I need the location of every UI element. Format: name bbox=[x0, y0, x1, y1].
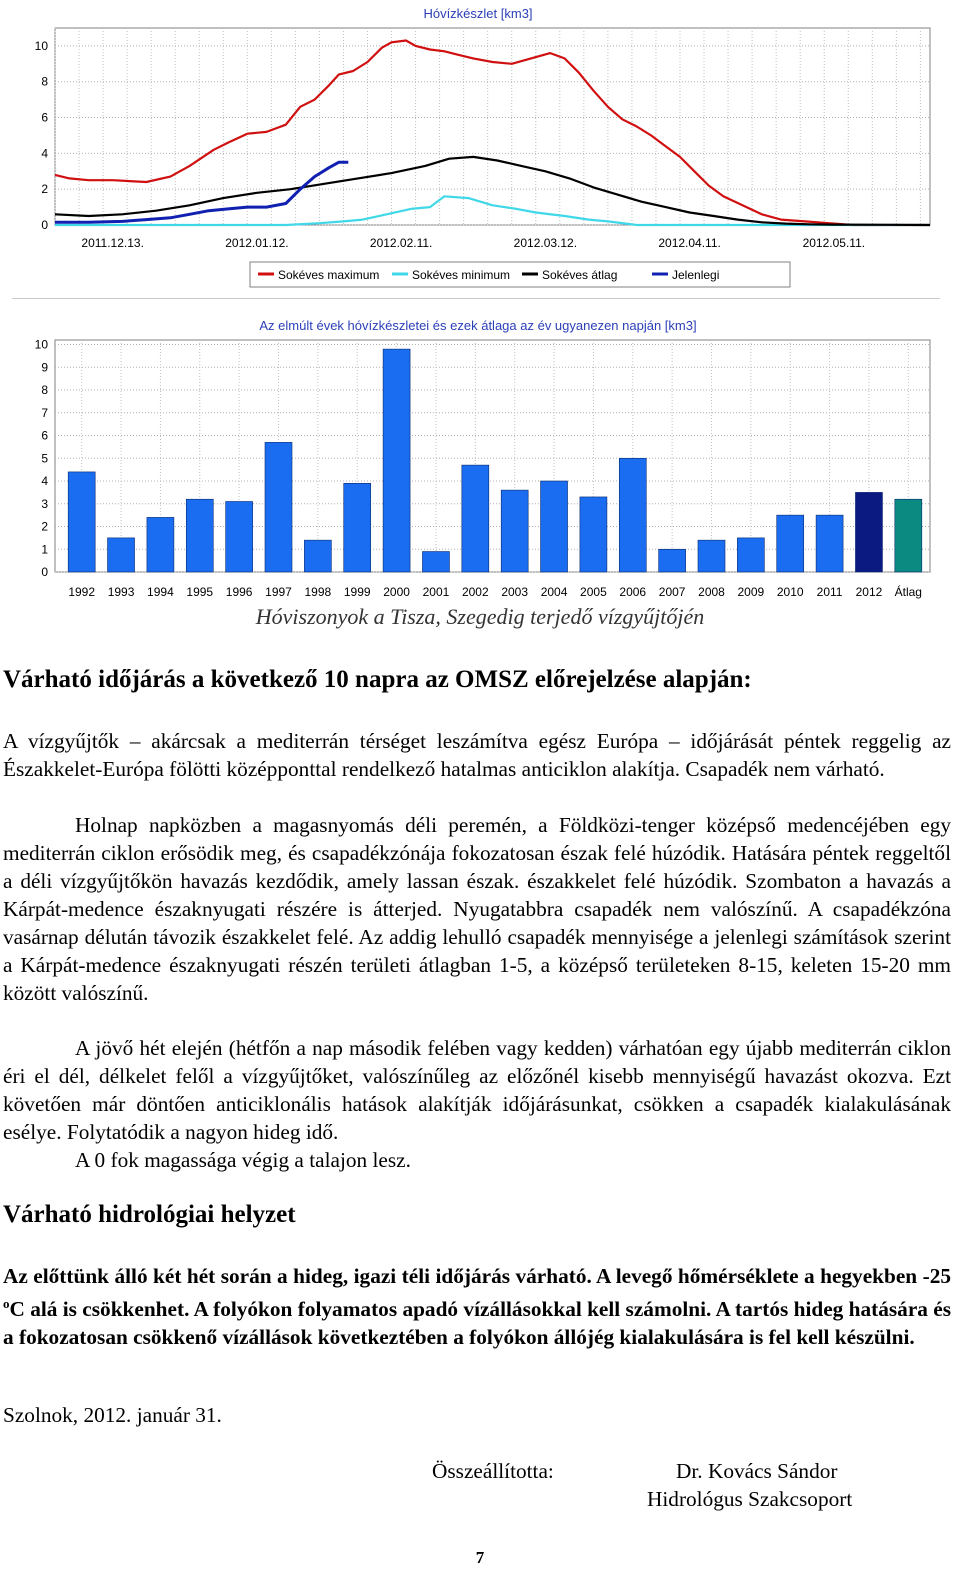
bar-1995 bbox=[186, 499, 213, 572]
hydrology-heading: Várható hidrológiai helyzet bbox=[3, 1201, 296, 1228]
bar-chart-y-tick-label: 1 bbox=[41, 542, 48, 557]
line-chart-x-tick-label: 2012.05.11. bbox=[802, 236, 866, 250]
bar-chart-x-axis bbox=[68, 584, 922, 599]
bar-chart-x-tick-label: 1997 bbox=[265, 585, 292, 599]
figure-caption: Hóviszonyok a Tisza, Szegedig terjedő vízgyűjtőjén bbox=[255, 604, 705, 629]
hydrology-text-part1: Az előttünk álló két hét során a hideg, igazi téli időjárás várható. A levegő hőmérséklete a hegyekben -25 bbox=[3, 1264, 951, 1288]
bar-2008 bbox=[698, 540, 725, 572]
weather-paragraph-4: A 0 fok magassága végig a talajon lesz. bbox=[75, 1148, 411, 1172]
bar-chart-x-tick-label: 2002 bbox=[461, 585, 489, 599]
bar-2010 bbox=[777, 515, 804, 572]
line-chart-y-tick-label: 6 bbox=[41, 110, 48, 125]
bar-chart-y-tick-label: 0 bbox=[41, 565, 48, 579]
bar-chart-y-tick-label: 2 bbox=[41, 519, 48, 534]
line-chart-y-tick-label: 0 bbox=[41, 218, 48, 232]
line-chart-y-tick-label: 10 bbox=[34, 38, 48, 53]
legend-label-4: Jelenlegi bbox=[672, 268, 720, 282]
bar-chart-x-tick-label: 2000 bbox=[383, 585, 410, 599]
bar-chart-x-tick-label: 1992 bbox=[68, 585, 96, 599]
bar-2000 bbox=[383, 349, 410, 572]
bar-2002 bbox=[462, 465, 489, 572]
line-chart-y-tick-label: 8 bbox=[41, 74, 48, 89]
weather-forecast-heading: Várható időjárás a következő 10 napra az OMSZ előrejelzése alapján: bbox=[3, 666, 752, 693]
bar-chart-x-tick-label: 2004 bbox=[540, 585, 568, 599]
bar-chart-y-tick-label: 10 bbox=[34, 337, 48, 352]
bar-chart-y-tick-label: 3 bbox=[41, 496, 48, 511]
bar-2005 bbox=[580, 497, 607, 572]
bar-chart-y-tick-label: 6 bbox=[41, 428, 48, 443]
compiled-label: Összeállította: bbox=[432, 1459, 554, 1483]
line-chart-plot-area bbox=[55, 28, 930, 225]
bar-chart-x-tick-label: 1999 bbox=[343, 585, 371, 599]
bar-chart-x-tick-label: Átlag bbox=[894, 585, 922, 599]
bar-chart-x-tick-label: 2005 bbox=[580, 585, 607, 599]
bar-2012 bbox=[855, 492, 882, 572]
bar-1998 bbox=[304, 540, 331, 572]
line-chart-x-axis bbox=[81, 236, 865, 250]
bar-chart-x-tick-label: 1994 bbox=[147, 585, 174, 599]
bar-chart-y-tick-label: 5 bbox=[41, 451, 48, 466]
legend-label-3: Sokéves átlag bbox=[542, 268, 618, 282]
bar-chart-x-tick-label: 2001 bbox=[422, 585, 450, 599]
bar-chart-y-axis bbox=[35, 338, 49, 579]
bar-1992 bbox=[68, 472, 95, 572]
line-chart-y-tick-label: 4 bbox=[41, 146, 48, 161]
hydrology-paragraph bbox=[3, 1262, 951, 1351]
place-date: Szolnok, 2012. január 31. bbox=[3, 1403, 222, 1427]
bar-chart-x-tick-label: 2003 bbox=[501, 585, 529, 599]
bar-Átlag bbox=[895, 499, 922, 572]
line-chart-x-tick-label: 2012.04.11. bbox=[658, 236, 721, 250]
bar-chart-x-tick-label: 2008 bbox=[698, 585, 725, 599]
bar-2003 bbox=[501, 490, 528, 572]
line-chart-x-tick-label: 2012.02.11. bbox=[369, 236, 433, 250]
bar-chart-y-tick-label: 9 bbox=[41, 360, 48, 375]
bar-chart-y-tick-label: 8 bbox=[41, 383, 48, 398]
bar-chart-x-tick-label: 2006 bbox=[619, 585, 647, 599]
author-group: Hidrológus Szakcsoport bbox=[647, 1487, 853, 1511]
bar-chart-x-tick-label: 2009 bbox=[737, 585, 765, 599]
hydrology-text-part2: C alá is csökkenhet. A folyókon folyamatos apadó vízállásokkal kell számolni. A tartós hideg hatására és a fokozatosan csökkenő vízállások következtében a folyókon állójég kialakulására is fel kell készülni. bbox=[3, 1297, 951, 1350]
bar-2011 bbox=[816, 515, 843, 572]
yearly-snow-bar-chart bbox=[0, 310, 960, 602]
snow-water-line-chart bbox=[0, 0, 960, 295]
line-chart-title: Hóvízkészlet [km3] bbox=[423, 6, 533, 21]
degree-superscript: o bbox=[3, 1296, 10, 1311]
bar-1994 bbox=[147, 517, 174, 572]
bar-2004 bbox=[541, 481, 568, 572]
bar-2007 bbox=[659, 549, 686, 572]
line-chart-x-tick-label: 2012.03.12. bbox=[513, 236, 578, 250]
bar-1997 bbox=[265, 442, 292, 572]
bar-2006 bbox=[619, 458, 646, 572]
bar-1996 bbox=[226, 501, 253, 572]
bar-chart-y-tick-label: 4 bbox=[41, 474, 48, 489]
bar-chart-x-tick-label: 2007 bbox=[658, 585, 686, 599]
bar-chart-x-tick-label: 1993 bbox=[107, 585, 135, 599]
bar-chart-x-tick-label: 2010 bbox=[776, 585, 804, 599]
bar-chart-y-tick-label: 7 bbox=[41, 405, 48, 420]
bar-chart-x-tick-label: 1998 bbox=[304, 585, 332, 599]
line-chart-x-tick-label: 2012.01.12. bbox=[225, 236, 289, 250]
weather-paragraph-2: Holnap napközben a magasnyomás déli peremén, a Földközi-tenger középső medencéjében egy mediterrán ciklon erősödik meg, és csapadékzónája fokozatosan észak felé húzódik. Hatására péntek reggeltől a déli vízgyűjtőkön havazás kezdődik, amely lassan észak. északkelet felé húzódik. Szombaton a havazás a Kárpát-medence északnyugati részére is átterjed. Nyugatabbra csapadék nem valószínű. A csapadékzóna vasárnap délután távozik északkelet felé. Az addig lehulló csapadék mennyisége a jelenlegi számítások szerint a Kárpát-medence északnyugati részén területi átlagban 1-5, a középső területeken 8-15, keleten 15-20 mm között valószínű. bbox=[3, 813, 951, 1005]
legend-label-1: Sokéves maximum bbox=[278, 268, 380, 282]
line-chart-x-tick-label: 2011.12.13. bbox=[81, 236, 144, 250]
bar-1999 bbox=[344, 483, 371, 572]
line-chart-y-tick-label: 2 bbox=[41, 182, 48, 197]
bar-1993 bbox=[108, 538, 135, 572]
line-chart-y-axis bbox=[35, 39, 49, 232]
page-number: 7 bbox=[475, 1548, 485, 1567]
bar-2009 bbox=[737, 538, 764, 572]
chart-separator bbox=[12, 298, 940, 299]
bar-chart-x-tick-label: 2012 bbox=[855, 585, 883, 599]
weather-paragraph-1: A vízgyűjtők – akárcsak a mediterrán térséget leszámítva egész Európa – időjárását péntek reggelig az Északkelet-Európa fölötti középponttal rendelkező hatalmas anticiklon alakítja. Csapadék nem várható. bbox=[3, 729, 951, 781]
bar-chart-title: Az elmúlt évek hóvízkészletei és ezek átlaga az év ugyanezen napján [km3] bbox=[259, 318, 697, 333]
bar-chart-x-tick-label: 1995 bbox=[186, 585, 214, 599]
author-name: Dr. Kovács Sándor bbox=[676, 1459, 838, 1483]
bar-chart-x-tick-label: 1996 bbox=[225, 585, 253, 599]
bar-2001 bbox=[422, 552, 449, 572]
weather-paragraph-3: A jövő hét elején (hétfőn a nap második felében vagy kedden) várhatóan egy újabb mediterrán ciklon éri el dél, délkelet felől a vízgyűjtőket, valószínűleg az előzőnél kisebb mennyiségű havazást okozva. Ezt követően már döntően anticiklonális hatások alakítják időjárásunkat, csökken a csapadék kialakulásának esélye. Folytatódik a nagyon hideg idő. bbox=[3, 1036, 951, 1144]
legend-label-2: Sokéves minimum bbox=[412, 268, 511, 282]
bar-chart-x-tick-label: 2011 bbox=[816, 585, 843, 599]
